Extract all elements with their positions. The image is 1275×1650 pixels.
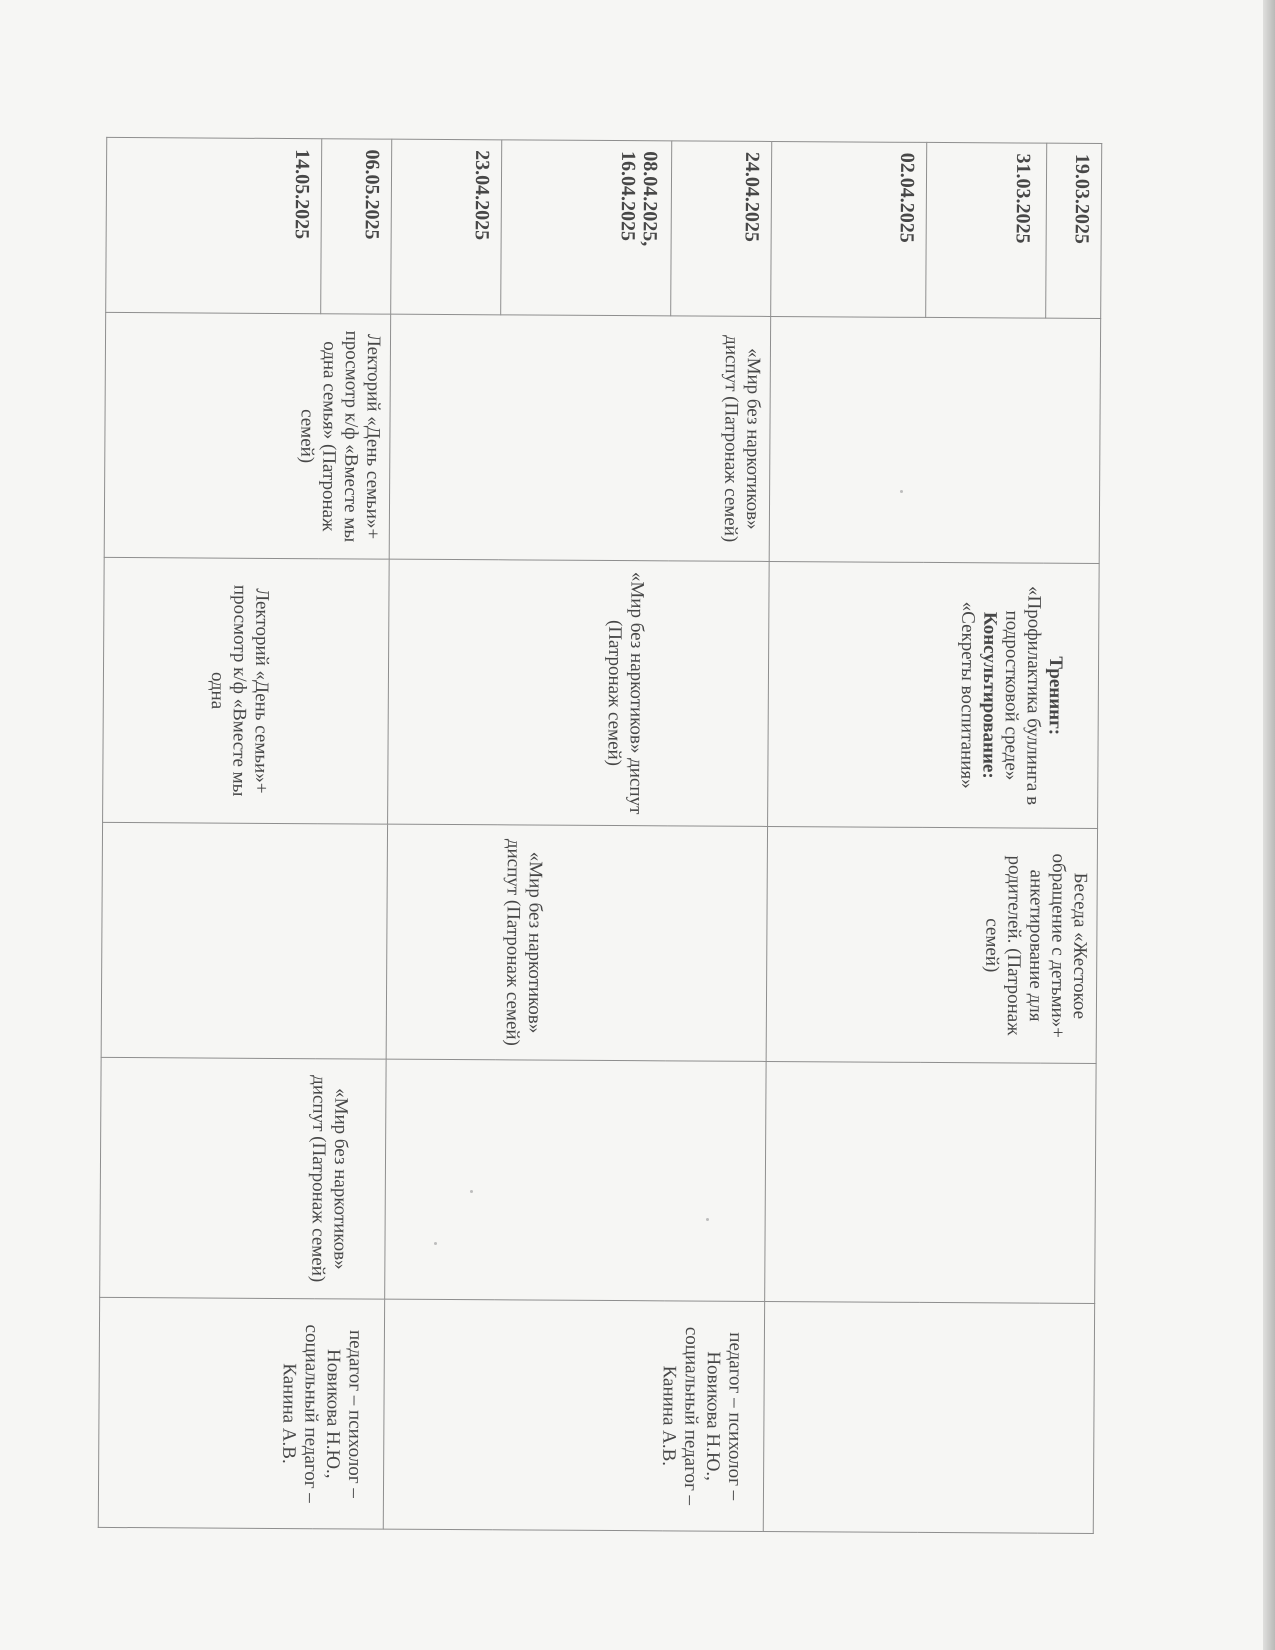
activity-cell: [101, 822, 387, 1059]
responsible-cell: педагог – психолог – Новикова Н.Ю., социальный педагог – Канина А.В.: [98, 1297, 384, 1529]
activity-cell: [765, 1061, 1096, 1303]
date-cell: 08.04.2025, 16.04.2025: [501, 140, 672, 316]
table-row: [1038, 143, 1101, 1533]
activity-cell: Беседа «Жестокое обращение с детьми»+ анкетирование для родителей. (Патронаж семей): [766, 826, 1097, 1063]
schedule-table: [98, 137, 1102, 1534]
training-text: «Профилактика буллинга в подростковой среде»: [1000, 585, 1045, 806]
date-cell: 24.04.2025: [671, 141, 772, 317]
activity-cell: Лекторий «День семьи»+ просмотр к/ф «Вместе мы одна семья» (Патронаж семей): [104, 312, 390, 559]
training-cell: [768, 561, 1100, 828]
activity-cell: «Мир без наркотиков» диспут (Патронаж семей): [388, 559, 770, 826]
rotated-schedule: [119, 137, 1102, 1533]
date-cell: 06.05.2025: [321, 139, 392, 314]
date-cell: 14.05.2025: [106, 137, 322, 313]
training-label: Тренинг:: [1044, 656, 1067, 736]
responsible-cell: [763, 1301, 1094, 1533]
activity-cell: [769, 316, 1100, 563]
consult-text: «Секреты воспитания»: [956, 601, 979, 789]
activity-cell: «Мир без наркотиков» диспут (Патронаж семей): [100, 1057, 386, 1299]
scan-edge-shadow: [1263, 0, 1275, 1650]
date-cell: 31.03.2025: [926, 142, 1047, 318]
table-row: [313, 139, 391, 1529]
table-row: [663, 141, 771, 1532]
consult-label: Консультирование:: [978, 611, 1001, 779]
date-cell: 02.04.2025: [771, 141, 927, 317]
date-cell: 19.03.2025: [1046, 143, 1102, 318]
activity-cell: «Мир без наркотиков» диспут (Патронаж семей): [389, 314, 770, 561]
activity-cell: [385, 1059, 766, 1301]
responsible-cell: педагог – психолог – Новикова Н.Ю., социальный педагог – Канина А.В.: [383, 1299, 764, 1531]
activity-cell: «Мир без наркотиков» диспут (Патронаж семей): [386, 824, 767, 1061]
schedule-page: [119, 137, 1102, 1533]
activity-cell: Лекторий «День семьи»+ просмотр к/ф «Вместе мы одна: [103, 557, 390, 824]
date-cell: 23.04.2025: [391, 139, 502, 315]
